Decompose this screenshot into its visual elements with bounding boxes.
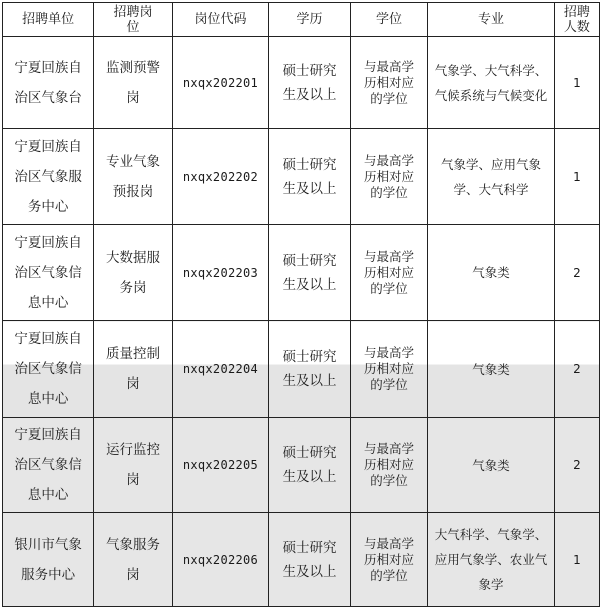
cell-degree: 与最高学历相对应的学位 (350, 224, 427, 321)
cell-post: 监测预警岗 (94, 37, 172, 129)
cell-major: 气象类 (428, 417, 555, 513)
cell-unit: 银川市气象服务中心 (3, 513, 94, 607)
cell-count: 2 (554, 224, 599, 321)
header-count: 招聘人数 (554, 3, 599, 37)
table-row (3, 513, 600, 607)
cell-count: 1 (554, 513, 599, 607)
cell-code: nxqx202203 (172, 224, 269, 321)
cell-unit: 宁夏回族自治区气象服务中心 (3, 129, 94, 225)
cell-unit: 宁夏回族自治区气象信息中心 (3, 224, 94, 321)
cell-education: 硕士研究生及以上 (269, 37, 351, 129)
cell-degree: 与最高学历相对应的学位 (350, 37, 427, 129)
cell-major: 气象类 (428, 321, 555, 418)
cell-major: 气象类 (428, 224, 555, 321)
cell-unit: 宁夏回族自治区气象台 (3, 37, 94, 129)
cell-education: 硕士研究生及以上 (269, 321, 351, 418)
recruitment-table (2, 2, 600, 607)
cell-degree: 与最高学历相对应的学位 (350, 129, 427, 225)
cell-post: 大数据服务岗 (94, 224, 172, 321)
cell-code: nxqx202204 (172, 321, 269, 418)
cell-post: 专业气象预报岗 (94, 129, 172, 225)
header-degree: 学位 (350, 3, 427, 37)
cell-code: nxqx202206 (172, 513, 269, 607)
cell-education: 硕士研究生及以上 (269, 417, 351, 513)
cell-unit: 宁夏回族自治区气象信息中心 (3, 417, 94, 513)
cell-count: 2 (554, 321, 599, 418)
cell-code: nxqx202205 (172, 417, 269, 513)
cell-degree: 与最高学历相对应的学位 (350, 513, 427, 607)
cell-post: 质量控制岗 (94, 321, 172, 418)
table-header (3, 3, 600, 37)
cell-education: 硕士研究生及以上 (269, 513, 351, 607)
cell-count: 1 (554, 129, 599, 225)
table-row (3, 417, 600, 513)
header-education: 学历 (269, 3, 351, 37)
header-major: 专业 (428, 3, 555, 37)
cell-major: 大气科学、气象学、应用气象学、农业气象学 (428, 513, 555, 607)
table-row (3, 37, 600, 129)
cell-code: nxqx202202 (172, 129, 269, 225)
table-row (3, 321, 600, 418)
cell-unit: 宁夏回族自治区气象信息中心 (3, 321, 94, 418)
cell-education: 硕士研究生及以上 (269, 129, 351, 225)
cell-degree: 与最高学历相对应的学位 (350, 417, 427, 513)
header-unit: 招聘单位 (3, 3, 94, 37)
cell-major: 气象学、应用气象学、大气科学 (428, 129, 555, 225)
cell-degree: 与最高学历相对应的学位 (350, 321, 427, 418)
header-code: 岗位代码 (172, 3, 269, 37)
cell-major: 气象学、大气科学、气候系统与气候变化 (428, 37, 555, 129)
cell-education: 硕士研究生及以上 (269, 224, 351, 321)
header-post: 招聘岗位 (94, 3, 172, 37)
cell-count: 1 (554, 37, 599, 129)
cell-count: 2 (554, 417, 599, 513)
table-row (3, 224, 600, 321)
cell-post: 气象服务岗 (94, 513, 172, 607)
cell-code: nxqx202201 (172, 37, 269, 129)
table-row (3, 129, 600, 225)
cell-post: 运行监控岗 (94, 417, 172, 513)
